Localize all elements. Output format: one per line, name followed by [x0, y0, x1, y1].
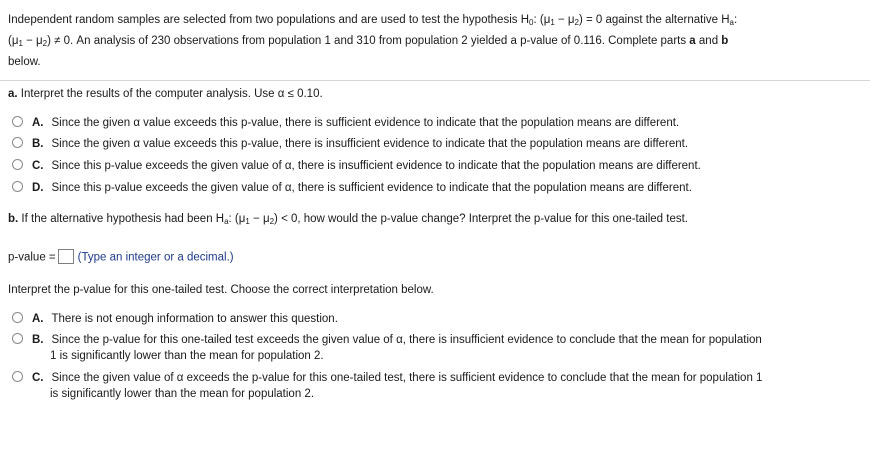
pvalue-label: p-value =: [8, 251, 56, 264]
radio-button[interactable]: [12, 137, 23, 148]
radio-button[interactable]: [12, 116, 23, 127]
option-letter: D.: [32, 182, 44, 194]
part-b-option-c[interactable]: [12, 372, 762, 384]
option-text: Since this p-value exceeds the given value of α, there is sufficient evidence to indicate that the population means are different.: [51, 182, 692, 194]
part-b-question: If the alternative hypothesis had been H: [18, 213, 225, 225]
part-b-prompt: [8, 213, 688, 226]
option-text: Since the given α value exceeds this p-value, there is sufficient evidence to indicate that the population means are different.: [51, 117, 680, 129]
option-letter: A.: [32, 313, 44, 325]
subscript: 1: [18, 39, 23, 48]
part-b-option-b[interactable]: [12, 334, 762, 346]
problem-statement: [8, 11, 868, 72]
option-letter: C.: [32, 372, 44, 384]
pvalue-input[interactable]: [58, 249, 74, 264]
option-text-continuation: 1 is significantly lower than the mean for population 2.: [50, 350, 324, 362]
option-text: Since the given α value exceeds this p-value, there is insufficient evidence to indicate that the population means are different.: [51, 138, 689, 150]
problem-text: and: [695, 35, 722, 47]
problem-line-3: below.: [8, 56, 41, 68]
problem-text: ) ≠ 0. An analysis of 230 observations from population 1 and 310 from population 2 yielded a p-value of 0.116. Complete parts: [47, 35, 690, 47]
part-b-question: − μ: [249, 213, 270, 225]
option-letter: C.: [32, 160, 44, 172]
radio-button[interactable]: [12, 371, 23, 382]
option-text: Since the given value of α exceeds the p-value for this one-tailed test, there is sufficient evidence to conclude that the mean for population 1: [51, 372, 763, 384]
subscript: 1: [245, 217, 250, 226]
part-a-label: a.: [8, 88, 18, 100]
radio-button[interactable]: [12, 312, 23, 323]
radio-button[interactable]: [12, 333, 23, 344]
option-letter: A.: [32, 117, 44, 129]
problem-text: − μ: [22, 35, 43, 47]
subscript: a: [729, 18, 734, 27]
problem-text: : (μ: [533, 14, 551, 26]
problem-text: Independent random samples are selected from two populations and are used to test the hypothesis H: [8, 14, 530, 26]
subscript: 1: [550, 18, 555, 27]
problem-text: (μ: [8, 35, 19, 47]
problem-text: :: [733, 14, 738, 26]
part-reference: b: [721, 35, 729, 47]
pvalue-row: [8, 250, 234, 265]
part-b-question: ) < 0, how would the p-value change? Interpret the p-value for this one-tailed test.: [274, 213, 688, 225]
part-a-option-d[interactable]: [12, 182, 692, 194]
part-reference: a: [689, 35, 696, 47]
subscript: 0: [529, 18, 534, 27]
option-letter: B.: [32, 334, 44, 346]
part-a-option-c[interactable]: [12, 160, 701, 172]
subscript: 2: [269, 217, 275, 226]
pvalue-hint: (Type an integer or a decimal.): [77, 251, 234, 264]
part-a-option-a[interactable]: [12, 117, 679, 129]
part-a-option-b[interactable]: [12, 138, 688, 150]
section-divider: [0, 80, 870, 81]
part-b-question: : (μ: [228, 213, 246, 225]
subscript: 2: [574, 18, 579, 27]
part-b-label: b.: [8, 213, 19, 225]
option-text: There is not enough information to answer this question.: [51, 313, 338, 325]
problem-text: ) = 0 against the alternative H: [578, 14, 730, 26]
problem-line-2: [8, 32, 868, 53]
radio-button[interactable]: [12, 159, 23, 170]
radio-button[interactable]: [12, 181, 23, 192]
part-a-question: Interpret the results of the computer analysis. Use α ≤ 0.10.: [17, 88, 323, 100]
option-text: Since the p-value for this one-tailed test exceeds the given value of α, there is insufficient evidence to conclude that the mean for population: [51, 334, 762, 346]
option-letter: B.: [32, 138, 44, 150]
interpret-prompt: Interpret the p-value for this one-tailed test. Choose the correct interpretation below.: [8, 284, 434, 296]
problem-line-1: [8, 11, 868, 32]
problem-text: − μ: [554, 14, 575, 26]
option-text: Since this p-value exceeds the given value of α, there is insufficient evidence to indicate that the population means are different.: [51, 160, 701, 172]
option-text-continuation: is significantly lower than the mean for population 2.: [50, 388, 315, 400]
subscript: 2: [42, 39, 48, 48]
part-b-option-a[interactable]: [12, 313, 338, 325]
part-a-prompt: [8, 88, 323, 100]
subscript: a: [224, 217, 229, 226]
